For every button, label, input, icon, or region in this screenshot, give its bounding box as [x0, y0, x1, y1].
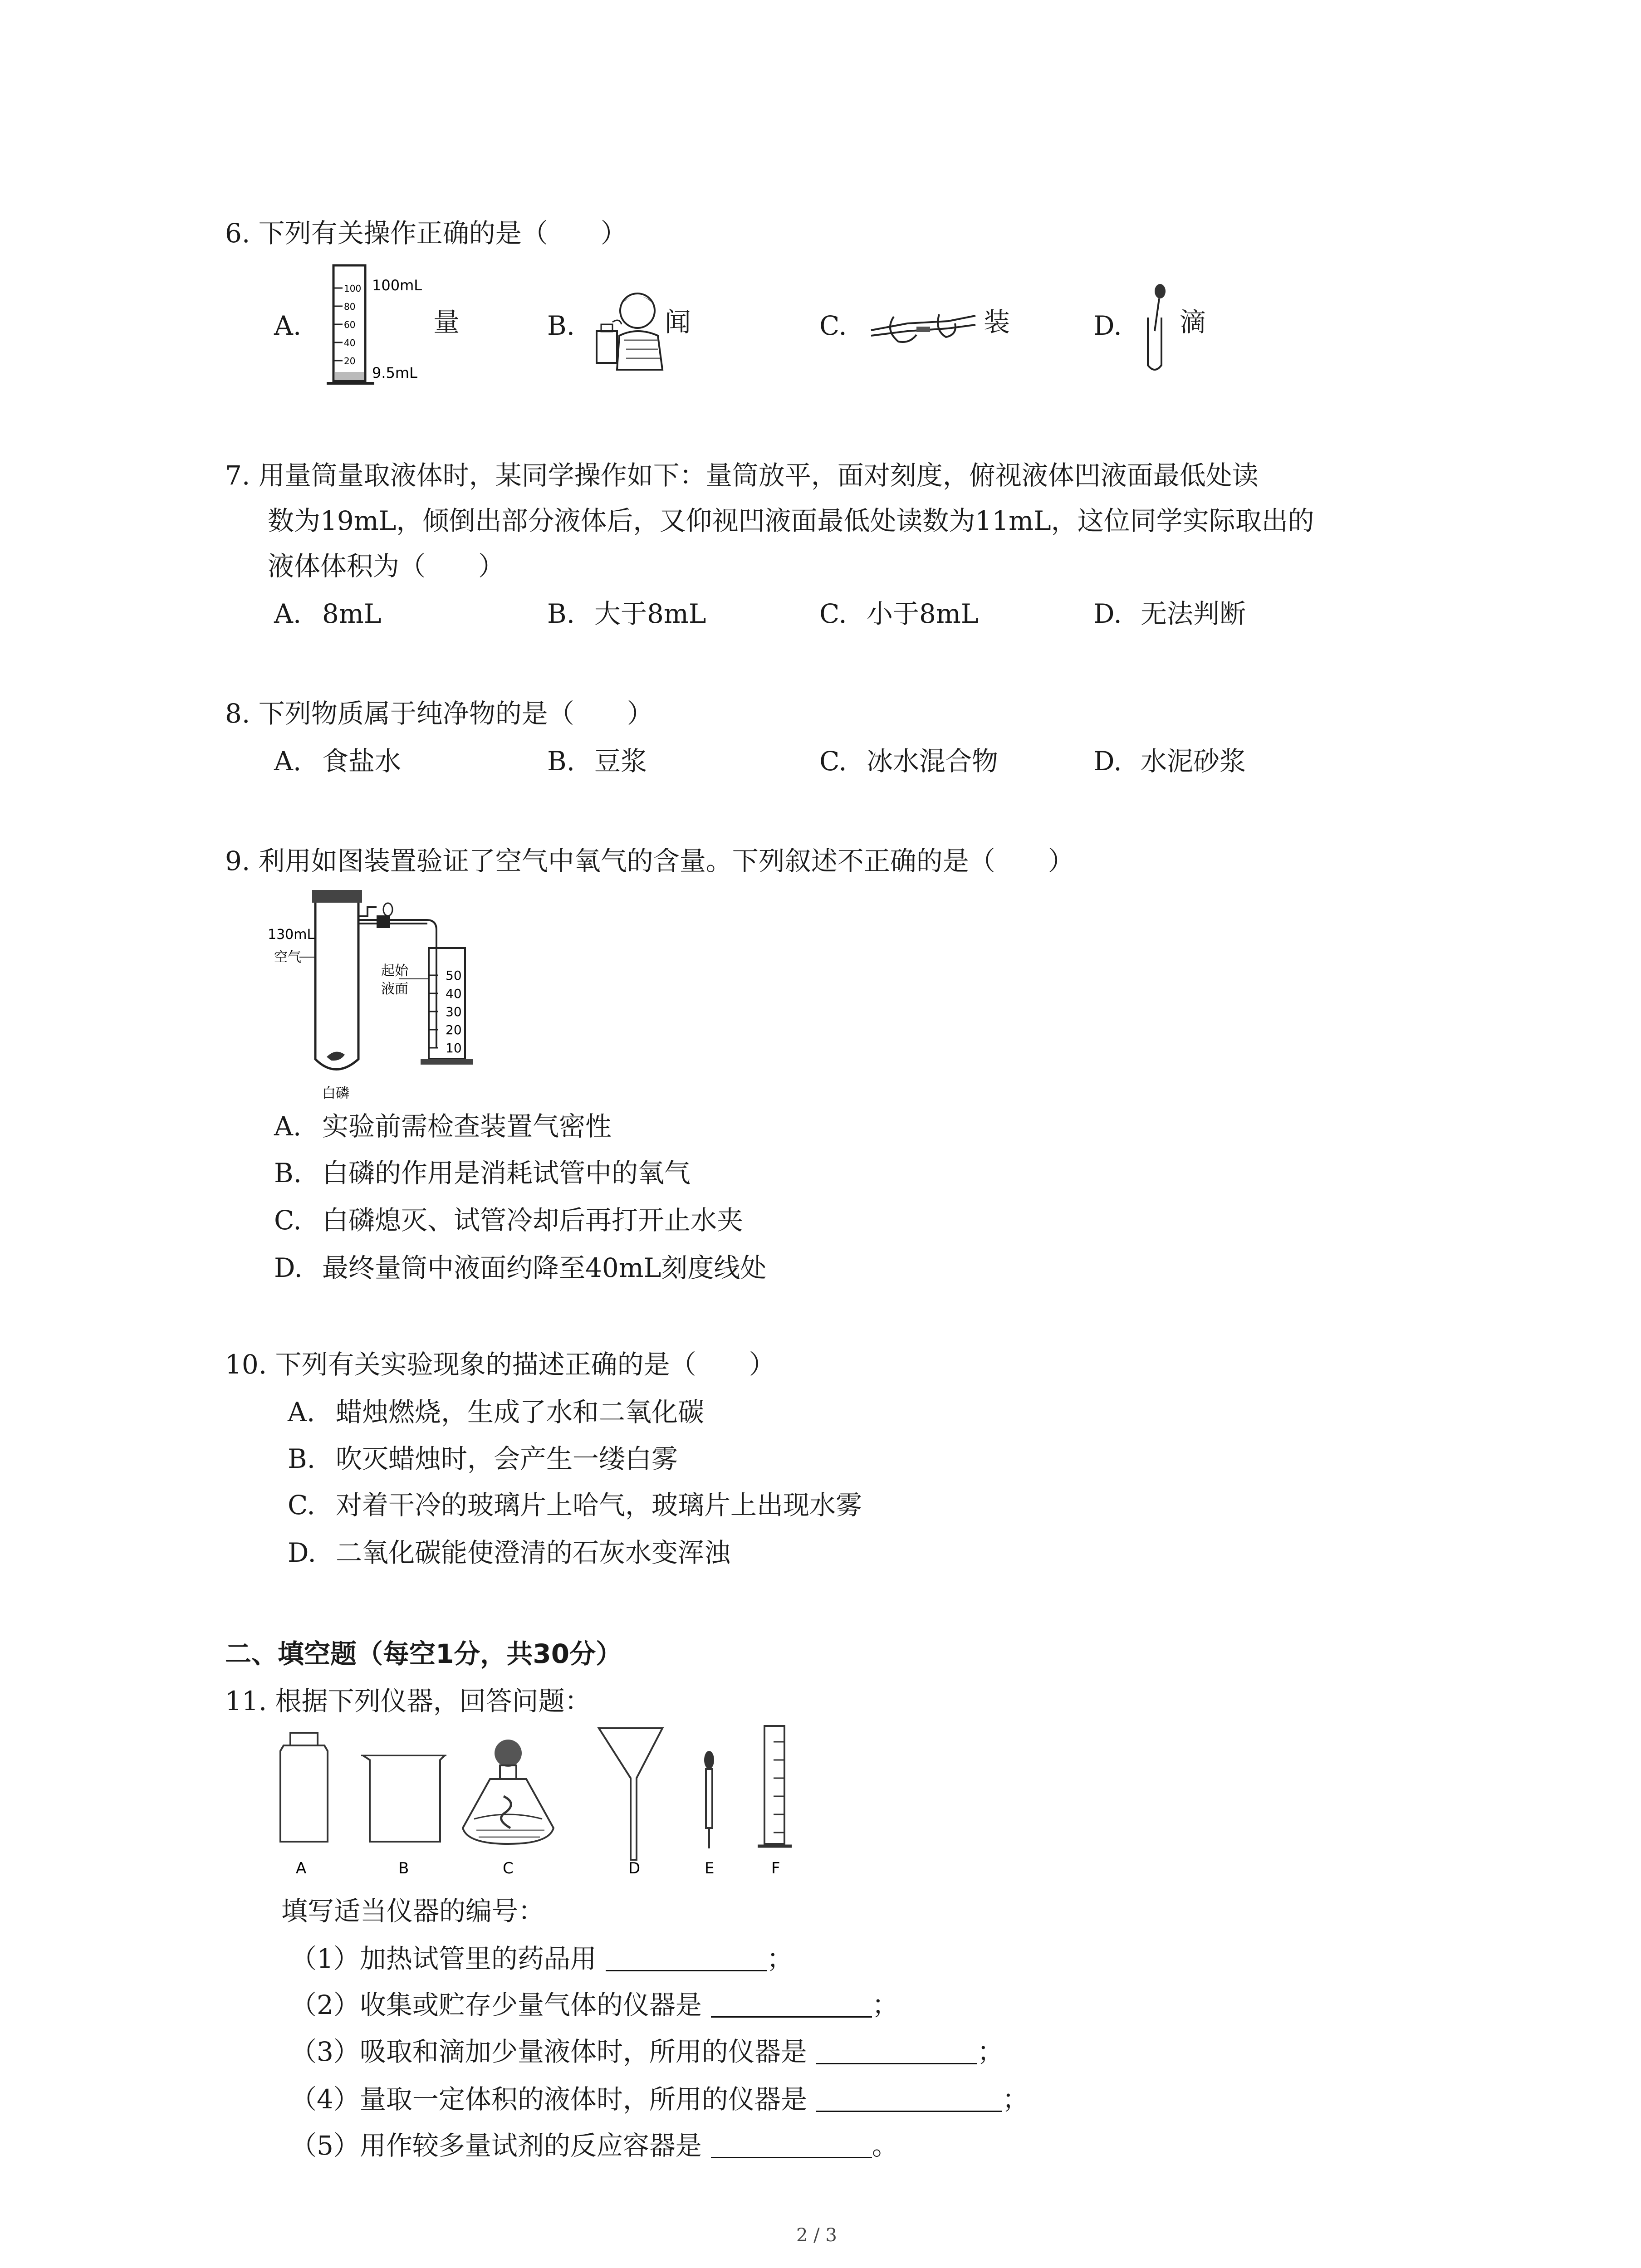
q6-stem: 6. 下列有关操作正确的是（ ） — [225, 218, 627, 249]
q7-option-d-letter: D. — [1093, 598, 1122, 629]
instrument-label: B — [398, 1859, 409, 1877]
q7-stem-line-1: 7. 用量筒量取液体时，某同学操作如下：量筒放平，面对刻度，俯视液体凹液面最低处读 — [225, 460, 1259, 491]
start-level-label-2: 液面 — [381, 981, 408, 997]
q7-option-c-letter: C. — [819, 598, 847, 629]
q11-item-2-text: （2）收集或贮存少量气体的仪器是 — [290, 1989, 702, 2020]
q6-option-d-letter: D. — [1093, 310, 1122, 341]
answer-blank-1[interactable] — [606, 1944, 767, 1971]
q11-item-1 — [290, 1941, 793, 1976]
q6-option-a-text: 量 — [433, 307, 460, 337]
q8-option-c-text: 冰水混合物 — [867, 746, 999, 777]
gas-bottle-icon — [280, 1733, 328, 1842]
q7-option-a-letter: A. — [274, 598, 302, 629]
q7-option-b-letter: B. — [547, 598, 575, 629]
q8-option-c-letter: C. — [819, 746, 847, 777]
q11-instruction: 填写适当仪器的编号： — [281, 1896, 545, 1926]
cylinder-tick: 40 — [344, 337, 356, 348]
answer-blank-3[interactable] — [816, 2037, 977, 2064]
q10-option-a-text: 蜡烛燃烧，生成了水和二氧化碳 — [336, 1397, 705, 1427]
q11-item-1-end: ； — [766, 1943, 793, 1974]
q11-item-4-text: （4）量取一定体积的液体时，所用的仪器是 — [290, 2084, 807, 2115]
start-level-label-1: 起始 — [381, 963, 408, 979]
instrument-label: A — [296, 1859, 307, 1877]
q11-item-5 — [290, 2128, 898, 2163]
q9-option-b-text: 白磷的作用是消耗试管中的氧气 — [322, 1158, 691, 1188]
instruments-figure — [272, 1724, 817, 1887]
apparatus-tick: 50 — [446, 968, 462, 983]
q11-item-5-text: （5）用作较多量试剂的反应容器是 — [290, 2130, 702, 2161]
q9-option-d-text: 最终量筒中液面约降至40mL刻度线处 — [322, 1252, 767, 1283]
q9-option-c-text: 白磷熄灭、试管冷却后再打开止水夹 — [322, 1205, 744, 1236]
q9-option-c-letter: C. — [274, 1205, 302, 1236]
dropper-test-tube-icon — [1136, 281, 1177, 376]
q10-option-a-letter: A. — [288, 1397, 315, 1427]
q7-stem-line-2: 数为19mL，倾倒出部分液体后，又仰视凹液面最低处读数为11mL，这位同学实际取出的 — [268, 505, 1314, 536]
q10-option-c-letter: C. — [288, 1490, 315, 1520]
q10-option-d-text: 二氧化碳能使澄清的石灰水变浑浊 — [336, 1537, 731, 1568]
q7-option-c-text: 小于8mL — [867, 598, 979, 629]
q11-stem: 11. 根据下列仪器，回答问题： — [225, 1686, 591, 1716]
cylinder-tick: 60 — [344, 319, 356, 330]
cylinder-tick: 20 — [344, 356, 356, 367]
smelling-person-icon — [594, 286, 667, 372]
apparatus-tick: 10 — [446, 1041, 462, 1056]
instrument-label: E — [705, 1859, 715, 1877]
q8-stem: 8. 下列物质属于纯净物的是（ ） — [225, 698, 653, 729]
instrument-label: D — [628, 1859, 641, 1877]
q11-item-4 — [290, 2082, 1029, 2116]
graduated-cylinder-icon — [318, 261, 436, 397]
apparatus-tick: 40 — [446, 986, 462, 1001]
apparatus-tick: 20 — [446, 1022, 462, 1037]
q9-stem: 9. 利用如图装置验证了空气中氧气的含量。下列叙述不正确的是（ ） — [225, 846, 1074, 876]
q10-option-b-text: 吹灭蜡烛时，会产生一缕白雾 — [336, 1443, 678, 1474]
q8-option-a-letter: A. — [274, 746, 302, 777]
q6-option-d-text: 滴 — [1180, 307, 1206, 337]
q11-item-3-text: （3）吸取和滴加少量液体时，所用的仪器是 — [290, 2036, 807, 2067]
q7-option-b-text: 大于8mL — [594, 598, 706, 629]
q11-item-2-end: ； — [872, 1989, 898, 2020]
cylinder-tick: 80 — [344, 301, 356, 312]
instrument-label: C — [503, 1859, 514, 1877]
q8-option-b-letter: B. — [547, 746, 575, 777]
q11-item-3 — [290, 2034, 1004, 2069]
q11-item-3-end: ； — [977, 2036, 1004, 2067]
q9-option-b-letter: B. — [274, 1158, 302, 1188]
q8-option-d-letter: D. — [1093, 746, 1122, 777]
oxygen-content-apparatus-diagram — [268, 885, 504, 1102]
q9-option-a-letter: A. — [274, 1111, 302, 1142]
cylinder-capacity-label: 100mL — [372, 277, 422, 294]
q9-option-a-text: 实验前需检查装置气密性 — [322, 1111, 612, 1142]
q11-item-1-text: （1）加热试管里的药品用 — [290, 1943, 597, 1974]
answer-blank-4[interactable] — [816, 2084, 1002, 2112]
alcohol-lamp-icon — [463, 1740, 554, 1844]
volume-label: 130mL — [268, 927, 315, 943]
q6-option-b-text: 闻 — [665, 307, 691, 337]
q8-option-b-text: 豆浆 — [594, 746, 647, 777]
loading-test-tube-icon — [867, 303, 985, 353]
q6-option-c-text: 装 — [984, 307, 1010, 337]
q8-option-d-text: 水泥砂浆 — [1141, 746, 1246, 777]
phosphorus-label: 白磷 — [322, 1085, 349, 1101]
q6-option-b-letter: B. — [547, 310, 575, 341]
q8-option-a-text: 食盐水 — [322, 746, 402, 777]
air-label: 空气 — [274, 949, 301, 965]
q10-option-d-letter: D. — [288, 1537, 316, 1568]
q11-item-2 — [290, 1988, 898, 2022]
q7-option-d-text: 无法判断 — [1141, 598, 1246, 629]
answer-blank-5[interactable] — [711, 2131, 872, 2158]
q7-stem-line-3: 液体体积为（ ） — [268, 551, 505, 582]
cylinder-reading-label: 9.5mL — [372, 364, 417, 381]
q9-option-d-letter: D. — [274, 1252, 303, 1283]
q6-option-c-letter: C. — [819, 310, 847, 341]
beaker-icon — [361, 1755, 446, 1842]
q11-item-5-end: 。 — [872, 2130, 898, 2161]
graduated-cylinder-small-icon — [758, 1726, 792, 1846]
q6-option-a-letter: A. — [274, 310, 302, 341]
page-number: 2 / 3 — [796, 2225, 837, 2246]
q10-option-c-text: 对着干冷的玻璃片上哈气，玻璃片上出现水雾 — [336, 1490, 862, 1520]
q10-option-b-letter: B. — [288, 1443, 316, 1474]
section-heading: 二、填空题（每空1分，共30分） — [225, 1638, 622, 1669]
dropper-icon — [704, 1751, 714, 1848]
q10-stem: 10. 下列有关实验现象的描述正确的是（ ） — [225, 1349, 775, 1380]
answer-blank-2[interactable] — [711, 1990, 872, 2018]
apparatus-tick: 30 — [446, 1004, 462, 1019]
instrument-label: F — [771, 1859, 780, 1877]
q11-item-4-end: ； — [1002, 2084, 1029, 2115]
cylinder-tick: 100 — [344, 283, 362, 294]
q7-option-a-text: 8mL — [322, 598, 382, 629]
funnel-icon — [599, 1728, 662, 1860]
